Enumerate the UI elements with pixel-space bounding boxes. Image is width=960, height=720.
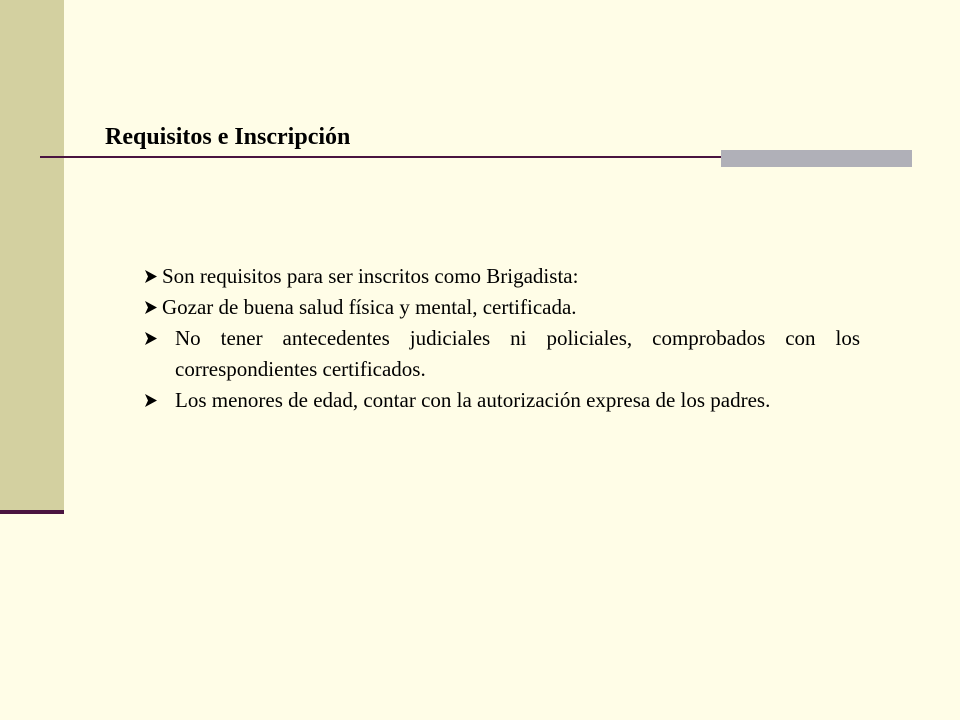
list-item bbox=[144, 292, 860, 323]
list-item-text: Los menores de edad, contar con la autorización expresa de los padres. bbox=[175, 388, 771, 412]
list-item-text: Son requisitos para ser inscritos como Brigadista: bbox=[162, 264, 579, 288]
arrowhead-bullet-icon bbox=[144, 261, 162, 292]
list-item-text: Gozar de buena salud física y mental, certificada. bbox=[162, 295, 577, 319]
left-decorative-bar bbox=[0, 0, 64, 512]
list-item bbox=[144, 323, 860, 385]
slide-title: Requisitos e Inscripción bbox=[105, 124, 351, 150]
left-bar-accent-line bbox=[0, 510, 64, 514]
arrowhead-bullet-icon bbox=[144, 292, 162, 323]
arrowhead-bullet-icon bbox=[144, 323, 162, 354]
list-item bbox=[144, 385, 860, 416]
list-item-text: No tener antecedentes judiciales ni policiales, comprobados con los correspondientes certificados. bbox=[175, 326, 860, 381]
title-rule-gray-block bbox=[721, 150, 912, 167]
arrowhead-bullet-icon bbox=[144, 385, 162, 416]
list-item bbox=[144, 261, 860, 292]
bullet-list bbox=[144, 261, 860, 416]
